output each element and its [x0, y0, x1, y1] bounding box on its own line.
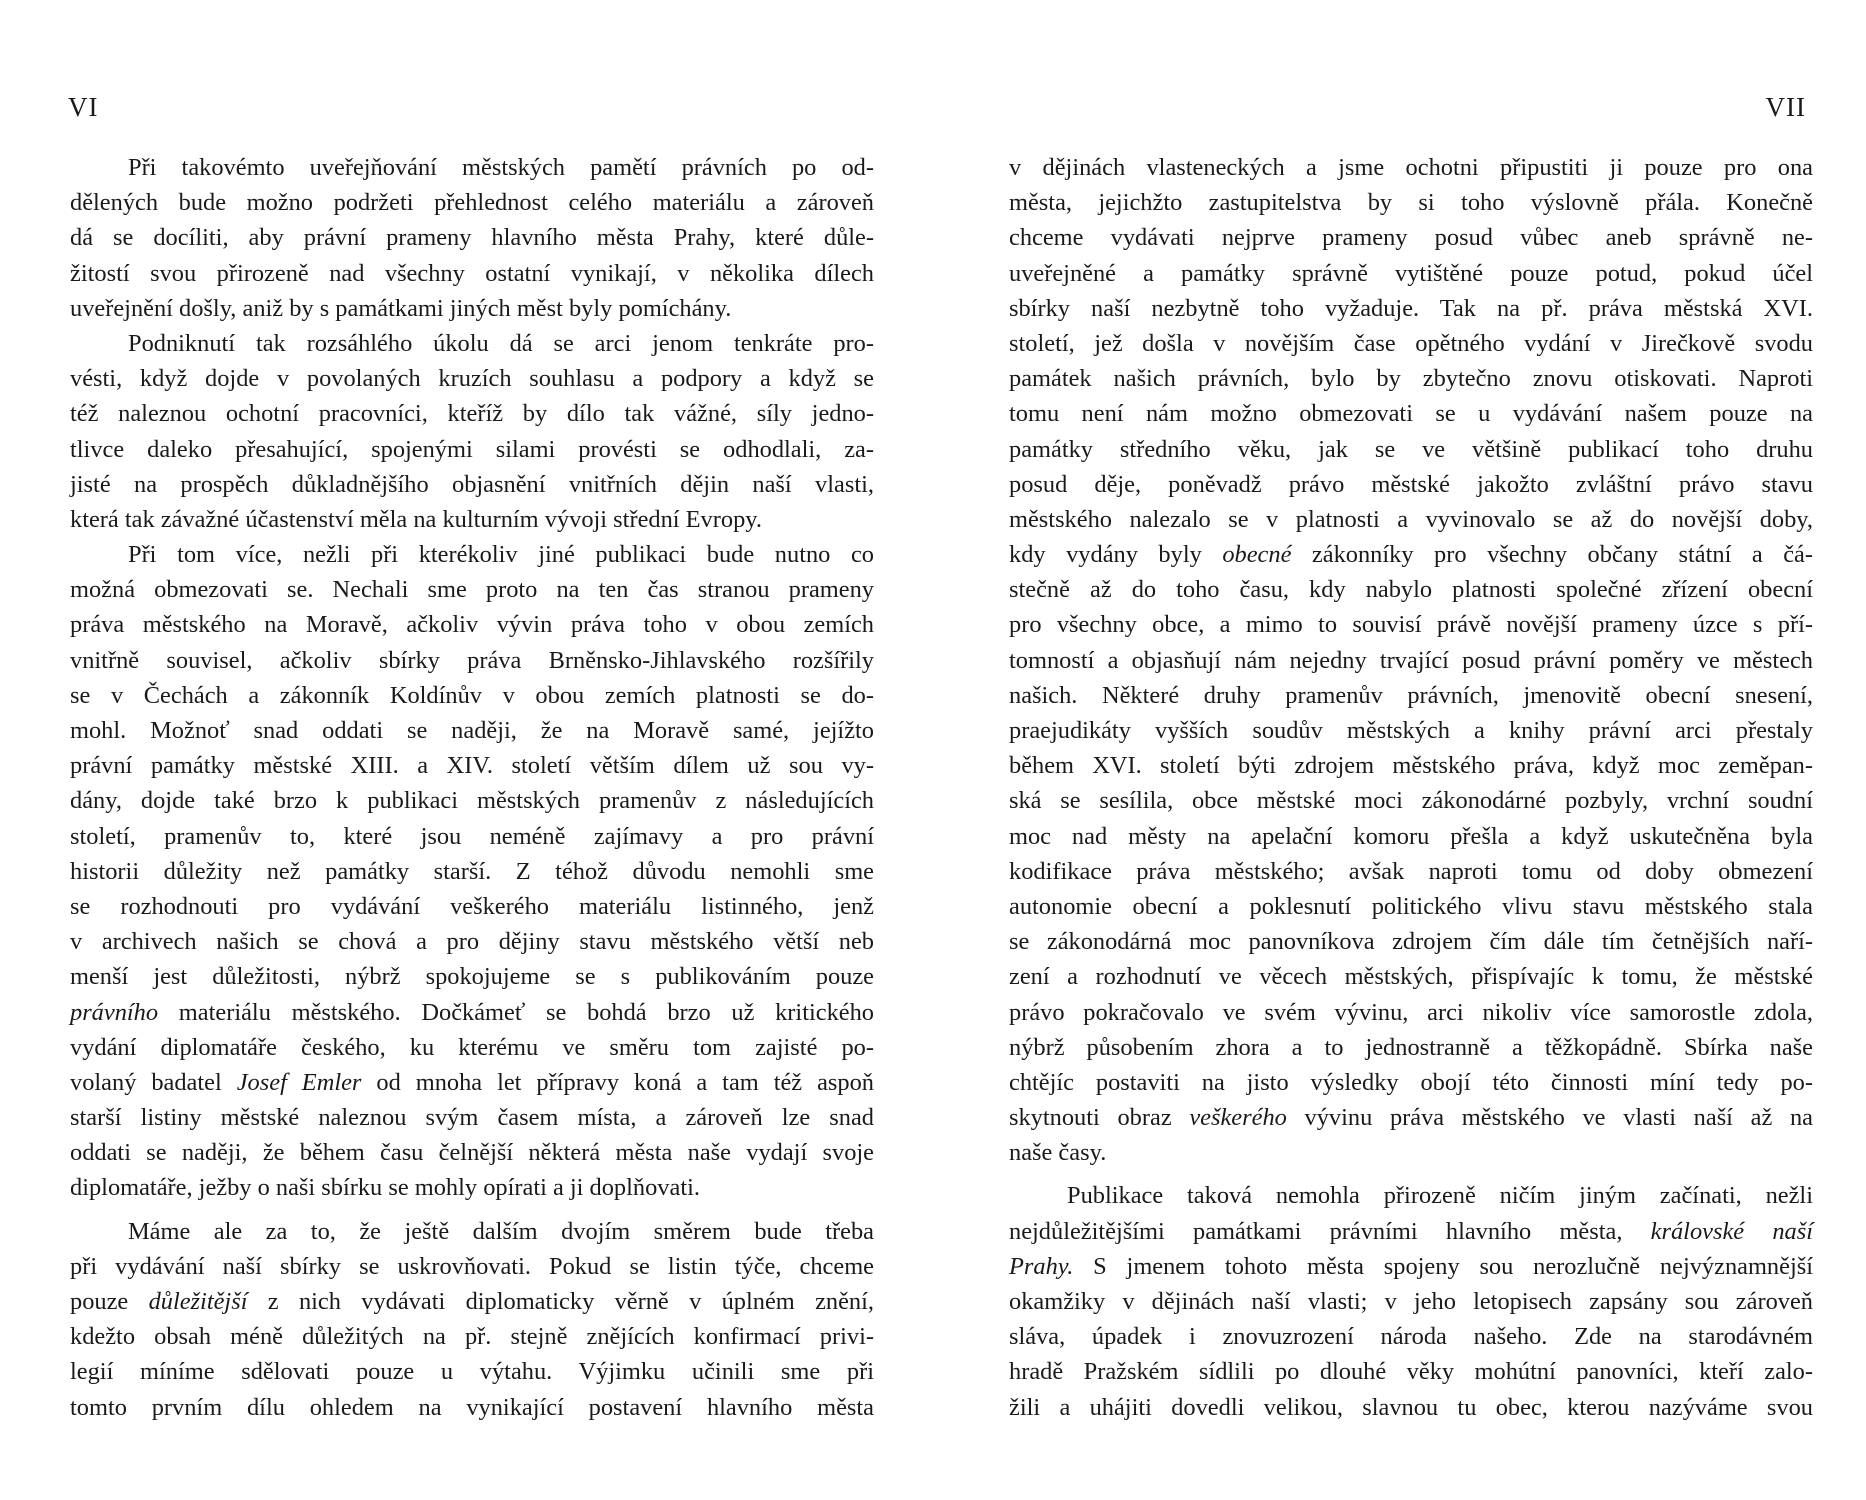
right-page	[933, 0, 1866, 1500]
text-run: Máme ale za to, že ještě dalším dvojím směrem bude třeba	[128, 1217, 874, 1245]
text-run: skytnouti obraz	[1009, 1104, 1190, 1132]
text-line	[70, 819, 874, 854]
text-run: nýbrž působením zhora a to jednostranně a těžkopádně. Sbírka naše	[1009, 1033, 1813, 1061]
text-run: diplomatáře, ježby o naši sbírku se mohly opírati a ji doplňovati.	[70, 1174, 700, 1202]
text-run: S jmenem tohoto města spojeny sou nerozlučně nejvýznamnější	[1073, 1252, 1813, 1280]
text-column	[70, 150, 874, 1425]
text-line	[1009, 291, 1813, 326]
text-line	[1009, 889, 1813, 924]
text-run: kodifikace práva městského; avšak naproti tomu od doby obmezení	[1009, 857, 1813, 885]
text-line	[70, 220, 874, 255]
text-line	[70, 1100, 874, 1135]
text-run: která tak závažné účastenství měla na kulturním vývoji střední Evropy.	[70, 505, 762, 533]
text-line	[1009, 1065, 1813, 1100]
text-run: hradě Pražském sídlili po dlouhé věky mohútní panovníci, kteří zalo-	[1009, 1358, 1813, 1386]
text-run: legií míníme sdělovati pouze u výtahu. Výjimku učinili sme při	[70, 1358, 874, 1386]
italic-text: Prahy.	[1009, 1252, 1074, 1280]
text-line	[1009, 1214, 1813, 1249]
text-run: tomu není nám možno obmezovati se u vydávání našem pouze na	[1009, 400, 1813, 428]
text-run: vésti, když dojde v povolaných kruzích souhlasu a podpory a když se	[70, 365, 874, 393]
text-line	[70, 959, 874, 994]
text-line	[1009, 256, 1813, 291]
italic-text: královské naší	[1650, 1217, 1813, 1245]
text-line	[70, 1284, 874, 1319]
text-run: zení a rozhodnutí ve věcech městských, přispívajíc k tomu, že městské	[1009, 963, 1813, 991]
text-run: vnitřně souvisel, ačkoliv sbírky práva Brněnsko-Jihlavského rozšířily	[70, 646, 874, 674]
text-run: v archivech našich se chová a pro dějiny stavu městského větší neb	[70, 928, 874, 956]
text-line	[70, 1390, 874, 1425]
text-run: chceme vydávati nejprve prameny posud vůbec aneb správně ne-	[1009, 224, 1813, 252]
text-run: praejudikáty vyšších soudův městských a knihy právní arci přestaly	[1009, 717, 1813, 744]
text-run: se rozhodnouti pro vydávání veškerého materiálu listinného, jenž	[70, 892, 874, 920]
text-line	[1009, 537, 1813, 572]
text-run: žili a uhájiti dovedli velikou, slavnou tu obec, kterou nazýváme svou	[1009, 1393, 1813, 1421]
text-line	[70, 1354, 874, 1389]
text-run: z nich vydávati diplomaticky věrně v úplném znění,	[247, 1288, 874, 1315]
text-line	[1009, 1030, 1813, 1065]
text-line	[70, 607, 874, 642]
text-run: století, jež došla v novějším čase opětného vydání v Jirečkově svodu	[1009, 329, 1813, 357]
text-line	[70, 1065, 874, 1100]
text-run: století, pramenův to, které jsou neméně zajímavy a pro právní	[70, 822, 874, 850]
text-line	[70, 502, 874, 537]
italic-text: důležitější	[148, 1288, 248, 1315]
text-run: historii důležity než památky starší. Z téhož důvodu nemohli sme	[70, 857, 874, 885]
text-run: možná obmezovati se. Nechali sme proto na ten čas stranou prameny	[70, 576, 874, 604]
text-run: uveřejněné a památky správně vytištěné pouze potud, pokud účel	[1009, 259, 1813, 287]
text-run: menší jest důležitosti, nýbrž spokojujeme se s publikováním pouze	[70, 963, 874, 991]
text-line	[70, 713, 874, 748]
text-line	[1009, 150, 1813, 185]
text-line	[1009, 924, 1813, 959]
text-line	[70, 1170, 874, 1205]
text-line	[70, 924, 874, 959]
text-run: právní památky městské XIII. a XIV. století větším dílem už sou vy-	[70, 752, 874, 780]
text-line	[70, 185, 874, 220]
text-run: ská se sesílila, obce městské moci zákonodárné pozbyly, vrchní soudní	[1009, 787, 1813, 815]
text-run: se v Čechách a zákonník Koldínův v obou zemích platnosti se do-	[70, 681, 874, 709]
text-line	[70, 1249, 874, 1284]
text-line	[1009, 1354, 1813, 1389]
text-line	[70, 854, 874, 889]
text-run: naše časy.	[1009, 1139, 1107, 1167]
text-line	[1009, 502, 1813, 537]
text-run: našich. Některé druhy pramenův právních, jmenovitě obecní snesení,	[1009, 681, 1813, 709]
text-line	[1009, 959, 1813, 994]
text-line	[1009, 643, 1813, 678]
text-run: mohl. Možnoť snad oddati se naději, že na Moravě samé, jejížto	[70, 717, 874, 744]
text-run: dány, dojde také brzo k publikaci městských pramenův z následujících	[70, 787, 874, 815]
text-line	[70, 1319, 874, 1354]
italic-text: Josef Emler	[236, 1068, 362, 1096]
text-run: autonomie obecní a poklesnutí politického vlivu stavu městského stala	[1009, 892, 1813, 920]
text-run: během XVI. století býti zdrojem městského práva, když moc zeměpan-	[1009, 752, 1813, 780]
text-run: městského nalezalo se v platnosti a vyvinovalo se až do novější doby,	[1009, 505, 1813, 533]
text-line	[1009, 220, 1813, 255]
text-run: vývinu práva městského ve vlasti naší až na	[1286, 1104, 1813, 1132]
text-line	[1009, 1178, 1813, 1213]
page-number: VI	[68, 92, 99, 122]
italic-text: právního	[70, 998, 159, 1026]
text-line	[1009, 1319, 1813, 1354]
text-line	[1009, 1284, 1813, 1319]
text-run: práva městského na Moravě, ačkoliv vývin práva toho v obou zemích	[70, 611, 874, 639]
text-run: od mnoha let přípravy koná a tam též aspoň	[361, 1068, 874, 1096]
text-line	[1009, 678, 1813, 713]
text-run: tomností a objasňují nám nejedny trvající posud právní poměry ve městech	[1009, 646, 1813, 674]
text-line	[70, 326, 874, 361]
text-run: uveřejnění došly, aniž by s památkami jiných měst byly pomíchány.	[70, 294, 732, 322]
text-line	[70, 150, 874, 185]
text-line	[70, 396, 874, 431]
text-line	[70, 361, 874, 396]
text-line	[70, 748, 874, 783]
text-run: dá se docíliti, aby právní prameny hlavního města Prahy, které důle-	[70, 224, 874, 252]
text-line	[1009, 1100, 1813, 1135]
text-line	[70, 572, 874, 607]
text-line	[70, 256, 874, 291]
text-run: posud děje, poněvadž právo městské jakožto zvláštní právo stavu	[1009, 470, 1813, 498]
text-line	[70, 1135, 874, 1170]
text-run: v dějinách vlasteneckých a jsme ochotni připustiti ji pouze pro ona	[1009, 154, 1813, 181]
text-run: při vydávání naší sbírky se uskrovňovati. Pokud se listin týče, chceme	[70, 1252, 874, 1280]
text-run: tlivce daleko přesahující, spojenými silami provésti se odhodlali, za-	[70, 435, 874, 463]
text-run: kdežto obsah méně důležitých na př. stejně znějících konfirmací privi-	[70, 1323, 874, 1351]
text-line	[1009, 361, 1813, 396]
text-run: jisté na prospěch důkladnějšího objasnění vnitřních dějin naší vlasti,	[70, 470, 874, 498]
text-line	[1009, 185, 1813, 220]
text-run: Podniknutí tak rozsáhlého úkolu dá se arci jenom tenkráte pro-	[128, 329, 874, 357]
text-run: Při takovémto uveřejňování městských pamětí právních po od-	[128, 154, 874, 181]
italic-text: obecné	[1222, 541, 1292, 569]
text-line	[70, 1214, 874, 1249]
text-line	[70, 995, 874, 1030]
text-run: dělených bude možno podržeti přehlednost celého materiálu a zároveň	[70, 189, 874, 217]
text-run: pro všechny obce, a mimo to souvisí právě novější prameny úzce s pří-	[1009, 611, 1813, 639]
text-run: žitostí svou přirozeně nad všechny ostatní vynikají, v několika dílech	[70, 259, 874, 287]
text-line	[1009, 1135, 1813, 1170]
text-line	[70, 291, 874, 326]
text-run: starší listiny městské naleznou svým časem místa, a zároveň lze snad	[70, 1104, 874, 1132]
text-run: sláva, úpadek i znovuzrození národa našeho. Zde na starodávném	[1009, 1323, 1813, 1351]
text-line	[70, 889, 874, 924]
text-run: zákonníky pro všechny občany státní a čá-	[1291, 541, 1813, 569]
text-line	[1009, 783, 1813, 818]
text-run: okamžiky v dějinách naší vlasti; v jeho letopisech zapsány sou zároveň	[1009, 1288, 1813, 1315]
text-line	[1009, 1390, 1813, 1425]
text-run: volaný badatel	[70, 1068, 237, 1096]
text-run: pouze	[70, 1288, 149, 1315]
text-run: právo pokračovalo ve svém vývinu, arci nikoliv více samorostle zdola,	[1009, 998, 1813, 1026]
text-line	[70, 1030, 874, 1065]
text-line	[70, 678, 874, 713]
text-line	[1009, 396, 1813, 431]
text-run: nejdůležitějšími památkami právními hlavního města,	[1009, 1217, 1651, 1245]
text-line	[70, 537, 874, 572]
text-run: též naleznou ochotní pracovníci, kteříž by dílo tak vážné, síly jedno-	[70, 400, 874, 428]
text-line	[1009, 326, 1813, 361]
text-line	[1009, 819, 1813, 854]
text-run: se zákonodárná moc panovníkova zdrojem čím dále tím četnějších naří-	[1009, 928, 1813, 956]
text-line	[1009, 467, 1813, 502]
text-run: stečně až do toho času, kdy nabylo platnosti společné zřízení obecní	[1009, 576, 1813, 604]
text-run: památky středního věku, jak se ve většině publikací toho druhu	[1009, 435, 1813, 463]
text-line	[1009, 995, 1813, 1030]
text-run: vydání diplomatáře českého, ku kterému ve směru tom zajisté po-	[70, 1033, 874, 1061]
text-run: Při tom více, nežli při kterékoliv jiné publikaci bude nutno co	[128, 541, 874, 569]
text-line	[1009, 1249, 1813, 1284]
text-run: kdy vydány byly	[1009, 541, 1223, 569]
text-run: oddati se naději, že během času čelnější některá města naše vydají svoje	[70, 1139, 874, 1167]
text-run: památek našich právních, bylo by zbytečno znovu otiskovati. Naproti	[1009, 365, 1813, 393]
text-line	[1009, 854, 1813, 889]
text-run: tomto prvním dílu ohledem na vynikající postavení hlavního města	[70, 1393, 874, 1421]
text-line	[1009, 607, 1813, 642]
text-run: Publikace taková nemohla přirozeně ničím jiným začínati, nežli	[1067, 1182, 1813, 1210]
text-line	[70, 467, 874, 502]
text-line	[1009, 748, 1813, 783]
text-line	[1009, 432, 1813, 467]
page-number: VII	[1765, 92, 1806, 122]
text-line	[70, 432, 874, 467]
text-run: materiálu městského. Dočkámeť se bohdá brzo už kritického	[158, 998, 874, 1026]
italic-text: veškerého	[1189, 1104, 1287, 1132]
text-run: moc nad městy na apelační komoru přešla a když uskutečněna byla	[1009, 822, 1813, 850]
text-line	[70, 643, 874, 678]
text-run: města, jejichžto zastupitelstva by si toho výslovně přála. Konečně	[1009, 189, 1813, 217]
text-line	[1009, 713, 1813, 748]
text-run: chtějíc postaviti na jisto výsledky obojí této činnosti míní tedy po-	[1009, 1068, 1813, 1096]
text-column	[1009, 150, 1813, 1425]
text-run: sbírky naší nezbytně toho vyžaduje. Tak na př. práva městská XVI.	[1009, 294, 1813, 322]
text-line	[1009, 572, 1813, 607]
text-line	[70, 783, 874, 818]
